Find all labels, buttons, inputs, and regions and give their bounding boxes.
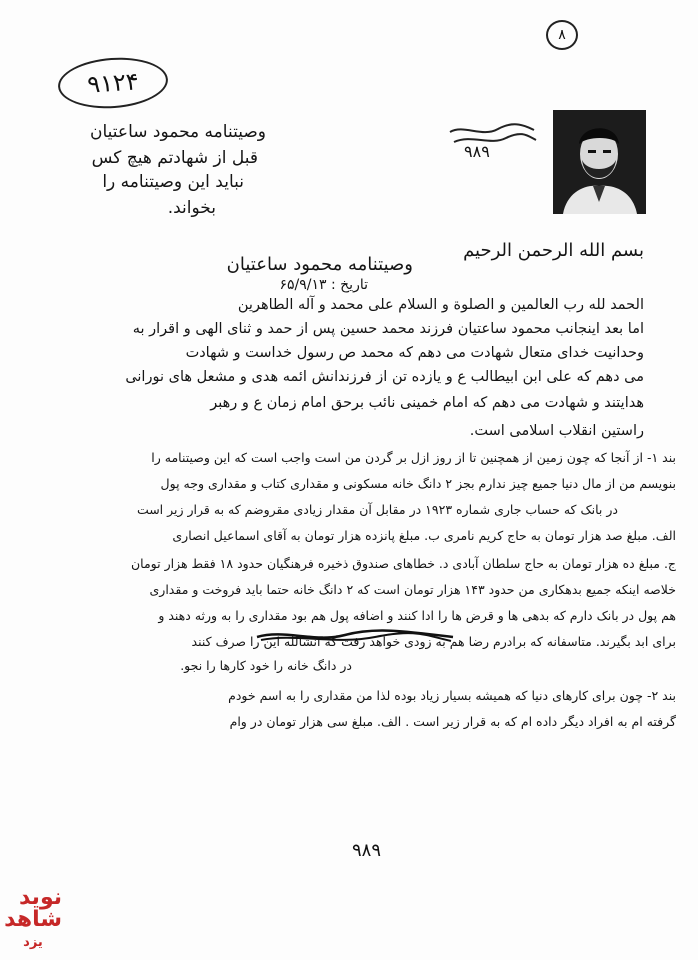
logo-subtitle: یزد (23, 934, 43, 950)
opening-line-5: هدایتند و شهادت می دهم که امام خمینی نائب برحق امام زمان ع و رهبر (210, 395, 644, 411)
clause1-line-5: ج. مبلغ ده هزار تومان به حاج سلطان آبادی د. خطاهای صندوق ذخیره فرهنگیان حدود ۱۸ فقط هزار تومان (130, 556, 676, 571)
archive-number-stamp (56, 54, 169, 112)
page-number: ۹۸۹ (352, 840, 382, 861)
page-circle-mark (546, 20, 578, 50)
opening-line-4: می دهم که علی ابن ابیطالب ع و یازده تن از فرزندانش ائمه هدی و مشعل های نورانی (125, 369, 644, 385)
header-note-line-4: بخواند. (167, 198, 216, 218)
opening-line-2: اما بعد اینجانب محمود ساعتیان فرزند محمد حسین پس از حمد و ثنای الهی و اقرار به (132, 321, 644, 337)
clause2-line-2: گرفته ام به افراد دیگر داده ام که به قرار زیر است . الف. مبلغ سی هزار تومان در وام (229, 714, 676, 729)
document-date: تاریخ : ۶۵/۹/۱۳ (279, 277, 368, 293)
clause1-line-3: در بانک که حساب جاری شماره ۱۹۲۳ در مقابل آن مقدار زیادی مقروضم که به قرار زیر است (136, 502, 618, 517)
page-circle-number: ۸ (558, 27, 566, 43)
clause1-line-7: هم پول در بانک دارم که بدهی ها و قرض ها را ادا کنند و اضافه پول هم بود مقداری را به ورثه دهند و (158, 608, 676, 623)
header-note-line-2: قبل از شهادتم هیچ کس (91, 148, 258, 168)
bismillah: بسم الله الرحمن الرحیم (463, 240, 644, 261)
clause1-line-8: برای ابد بگیرند. متاسفانه که برادرم رضا هم به زودی خواهد رفت که انشالله این را صرف کنند (191, 634, 676, 649)
clause1-line-1: بند ۱- از آنجا که چون زمین از همچنین تا از روز ازل بر گردن من است واجب است که این وصیتنامه را (151, 450, 676, 465)
navid-shahed-logo (4, 880, 62, 956)
scribble-number: ۹۸۹ (464, 142, 490, 161)
portrait-figure-icon (553, 110, 646, 214)
clause1-line-6: خلاصه اینکه جمیع بدهکاری من حدود ۱۴۳ هزار تومان است که ۲ دانگ خانه حتما باید فروخت و مقداری (149, 582, 676, 597)
portrait-photo (553, 110, 646, 214)
opening-line-1: الحمد لله رب العالمین و الصلوة و السلام علی محمد و آله الطاهرین (237, 297, 644, 313)
opening-line-3: وحدانیت خدای متعال شهادت می دهم که محمد ص رسول خداست و شهادت (185, 345, 644, 361)
clause1-line-9: در دانگ خانه را خود کارها را نجو. (180, 658, 352, 673)
clause1-line-4: الف. مبلغ صد هزار تومان به حاج کریم نامری ب. مبلغ پانزده هزار تومان به آقای اسماعیل انصاری (172, 528, 676, 543)
clause2-line-1: بند ۲- چون برای کارهای دنیا که همیشه بسیار زیاد بوده لذا من مقداری را به اسم خودم (228, 688, 676, 703)
header-note-line-1: وصیتنامه محمود ساعتیان (90, 122, 266, 142)
document-title: وصیتنامه محمود ساعتیان (226, 254, 413, 275)
scribble-note (442, 120, 542, 174)
archive-number: ۹۱۲۴ (86, 67, 140, 99)
header-note-line-3: نباید این وصیتنامه را (102, 172, 244, 192)
clause1-line-2: بنویسم من از مال دنیا جمیع چیز ندارم بجز ۲ دانگ خانه مسکونی و مقداری کتاب و مقداری وجه پول (160, 476, 676, 491)
logo-name: نوید شاهد (4, 884, 62, 932)
strikethrough-scribble (255, 627, 455, 645)
opening-line-6: راستین انقلاب اسلامی است. (469, 423, 644, 439)
scribble-strokes (442, 120, 542, 170)
